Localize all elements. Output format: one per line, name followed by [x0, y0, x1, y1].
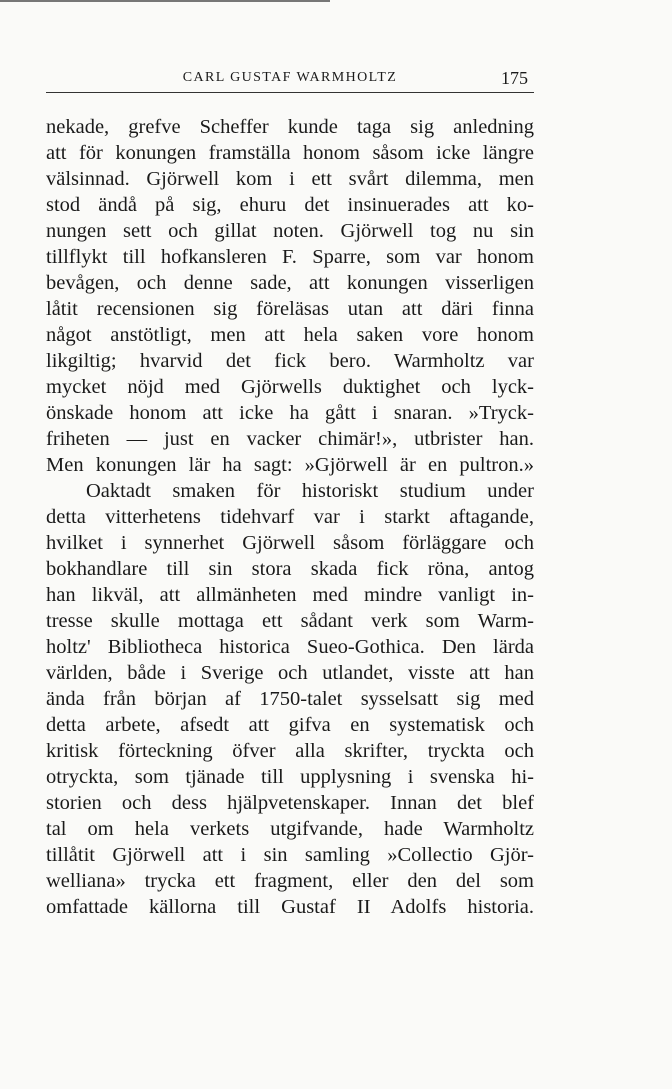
text-line: likgiltig; hvarvid det fick bero. Warmholtz var [46, 350, 534, 372]
text-line: välsinnad. Gjörwell kom i ett svårt dilemma, men [46, 168, 534, 190]
body-text [46, 114, 534, 920]
text-line: storien och dess hjälpvetenskaper. Innan det blef [46, 792, 534, 814]
text-line: detta arbete, afsedt att gifva en systematisk och [46, 714, 534, 736]
text-line: welliana» trycka ett fragment, eller den del som [46, 870, 534, 892]
text-line: holtz' Bibliotheca historica Sueo-Gothica. Den lärda [46, 636, 534, 658]
text-line: kritisk förteckning öfver alla skrifter, tryckta och [46, 740, 534, 762]
text-line: otryckta, som tjänade till upplysning i svenska hi- [46, 766, 534, 788]
text-line: tresse skulle mottaga ett sådant verk som Warm- [46, 610, 534, 632]
running-title: CARL GUSTAF WARMHOLTZ [182, 70, 398, 85]
text-line: tillflykt till hofkansleren F. Sparre, som var honom [46, 246, 534, 268]
text-line: låtit recensionen sig föreläsas utan att däri finna [46, 298, 534, 320]
page-number: 175 [501, 68, 528, 88]
text-line: att för konungen framställa honom såsom icke längre [46, 142, 534, 164]
text-line: ända från början af 1750-talet sysselsatt sig med [46, 688, 534, 710]
text-line: något anstötligt, men att hela saken vore honom [46, 324, 534, 346]
text-line: nekade, grefve Scheffer kunde taga sig anledning [46, 116, 534, 138]
text-line: omfattade källorna till Gustaf II Adolfs historia. [46, 896, 534, 918]
text-line: världen, både i Sverige och utlandet, visste att han [46, 662, 534, 684]
top-edge-rule [0, 0, 330, 2]
text-line: mycket nöjd med Gjörwells duktighet och lyck- [46, 376, 534, 398]
text-line: han likväl, att allmänheten med mindre vanligt in- [46, 584, 534, 606]
text-line: önskade honom att icke ha gått i snaran. »Tryck- [46, 402, 534, 424]
text-line: bevågen, och denne sade, att konungen visserligen [46, 272, 534, 294]
text-line: nungen sett och gillat noten. Gjörwell tog nu sin [46, 220, 534, 242]
text-line: Men konungen lär ha sagt: »Gjörwell är en pultron.» [46, 454, 534, 476]
text-line: bokhandlare till sin stora skada fick röna, antog [46, 558, 534, 580]
text-line: tillåtit Gjörwell att i sin samling »Collectio Gjör- [46, 844, 534, 866]
text-line: hvilket i synnerhet Gjörwell såsom förläggare och [46, 532, 534, 554]
text-line: friheten — just en vacker chimär!», utbrister han. [46, 428, 534, 450]
text-line: detta vitterhetens tidehvarf var i starkt aftagande, [46, 506, 534, 528]
text-line: tal om hela verkets utgifvande, hade Warmholtz [46, 818, 534, 840]
page-header [46, 62, 534, 93]
text-line-paragraph-start: Oaktadt smaken för historiskt studium under [86, 480, 534, 502]
book-page [46, 62, 534, 920]
text-line: stod ändå på sig, ehuru det insinuerades att ko- [46, 194, 534, 216]
